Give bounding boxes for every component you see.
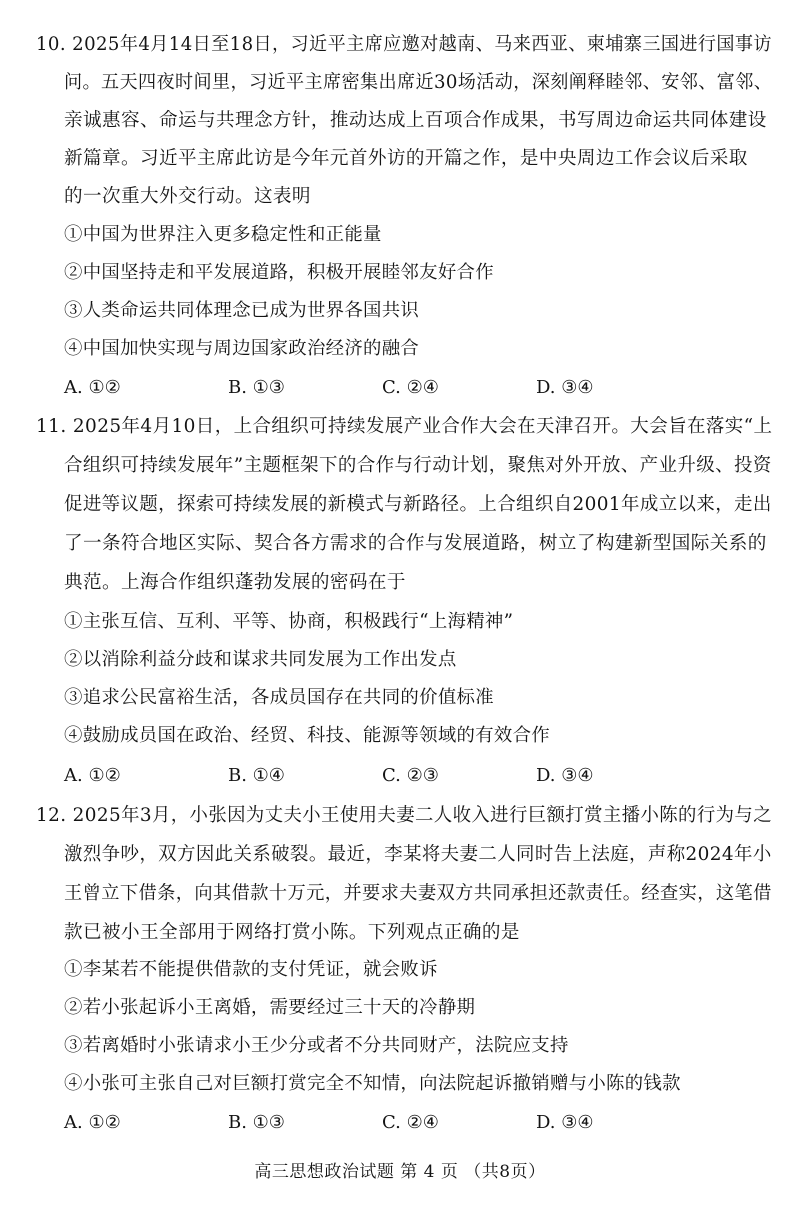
question-10-stem-line: 的一次重大外交行动。这表明: [64, 186, 311, 207]
question-11-stem-line: 典范。上海合作组织蓬勃发展的密码在于: [64, 572, 406, 593]
question-12-statement-1: ①李某若不能提供借款的支付凭证，就会败诉: [64, 959, 438, 980]
question-11-stem-line: 11. 2025年4月10日，上合组织可持续发展产业合作大会在天津召开。大会旨在落实“上: [36, 416, 773, 437]
question-11-statement-3: ③追求公民富裕生活，各成员国存在共同的价值标准: [64, 687, 494, 708]
question-11-choice-b[interactable]: B. ①④: [228, 765, 285, 786]
question-10-choice-d[interactable]: D. ③④: [536, 377, 594, 398]
question-12-stem-line: 激烈争吵，双方因此关系破裂。最近，李某将夫妻二人同时告上法庭，声称2024年小: [64, 844, 772, 865]
question-11-statement-4: ④鼓励成员国在政治、经贸、科技、能源等领域的有效合作: [64, 725, 550, 746]
question-10-statement-4: ④中国加快实现与周边国家政治经济的融合: [64, 338, 420, 359]
question-11-choice-c[interactable]: C. ②③: [382, 765, 439, 786]
question-12-choice-b[interactable]: B. ①③: [228, 1112, 285, 1133]
question-10-choice-b[interactable]: B. ①③: [228, 377, 285, 398]
question-10-statement-2: ②中国坚持走和平发展道路，积极开展睦邻友好合作: [64, 262, 494, 283]
question-12-stem-line: 款已被小王全部用于网络打赏小陈。下列观点正确的是: [64, 922, 520, 943]
question-12-stem-line: 12. 2025年3月，小张因为丈夫小王使用夫妻二人收入进行巨额打赏主播小陈的行为与之: [36, 805, 772, 826]
question-10-choice-a[interactable]: A. ①②: [64, 377, 121, 398]
question-12-choice-d[interactable]: D. ③④: [536, 1112, 594, 1133]
question-11-choice-a[interactable]: A. ①②: [64, 765, 121, 786]
question-12-statement-4: ④小张可主张自己对巨额打赏完全不知情，向法院起诉撤销赠与小陈的钱款: [64, 1073, 681, 1094]
question-11-statement-2: ②以消除利益分歧和谋求共同发展为工作出发点: [64, 649, 457, 670]
question-12-statement-3: ③若离婚时小张请求小王少分或者不分共同财产，法院应支持: [64, 1035, 569, 1056]
question-10-statement-1: ①中国为世界注入更多稳定性和正能量: [64, 224, 382, 245]
question-10-choice-c[interactable]: C. ②④: [382, 377, 439, 398]
question-11-choice-d[interactable]: D. ③④: [536, 765, 594, 786]
question-12-choice-c[interactable]: C. ②④: [382, 1112, 439, 1133]
page-footer: 高三思想政治试题 第 4 页 （共8页）: [254, 1162, 546, 1182]
question-11-stem-line: 了一条符合地区实际、契合各方需求的合作与发展道路，树立了构建新型国际关系的: [64, 533, 767, 554]
question-10-stem-line: 新篇章。习近平主席此访是今年元首外访的开篇之作，是中央周边工作会议后采取: [64, 148, 748, 169]
question-11-stem-line: 合组织可持续发展年”主题框架下的合作与行动计划，聚焦对外开放、产业升级、投资: [64, 455, 772, 476]
question-10-stem-line: 10. 2025年4月14日至18日，习近平主席应邀对越南、马来西亚、柬埔寨三国进行国事访: [36, 34, 772, 55]
question-11-statement-1: ①主张互信、互利、平等、协商，积极践行“上海精神”: [64, 611, 514, 632]
question-10-stem-line: 亲诚惠容、命运与共理念方针，推动达成上百项合作成果，书写周边命运共同体建设: [64, 110, 767, 131]
question-12-stem-line: 王曾立下借条，向其借款十万元，并要求夫妻双方共同承担还款责任。经查实，这笔借: [64, 883, 772, 904]
question-10-stem-line: 问。五天四夜时间里，习近平主席密集出席近30场活动，深刻阐释睦邻、安邻、富邻、: [64, 72, 773, 93]
question-12-statement-2: ②若小张起诉小王离婚，需要经过三十天的冷静期: [64, 997, 476, 1018]
question-10-statement-3: ③人类命运共同体理念已成为世界各国共识: [64, 300, 420, 321]
question-11-stem-line: 促进等议题，探索可持续发展的新模式与新路径。上合组织自2001年成立以来，走出: [64, 494, 772, 515]
question-12-choice-a[interactable]: A. ①②: [64, 1112, 121, 1133]
